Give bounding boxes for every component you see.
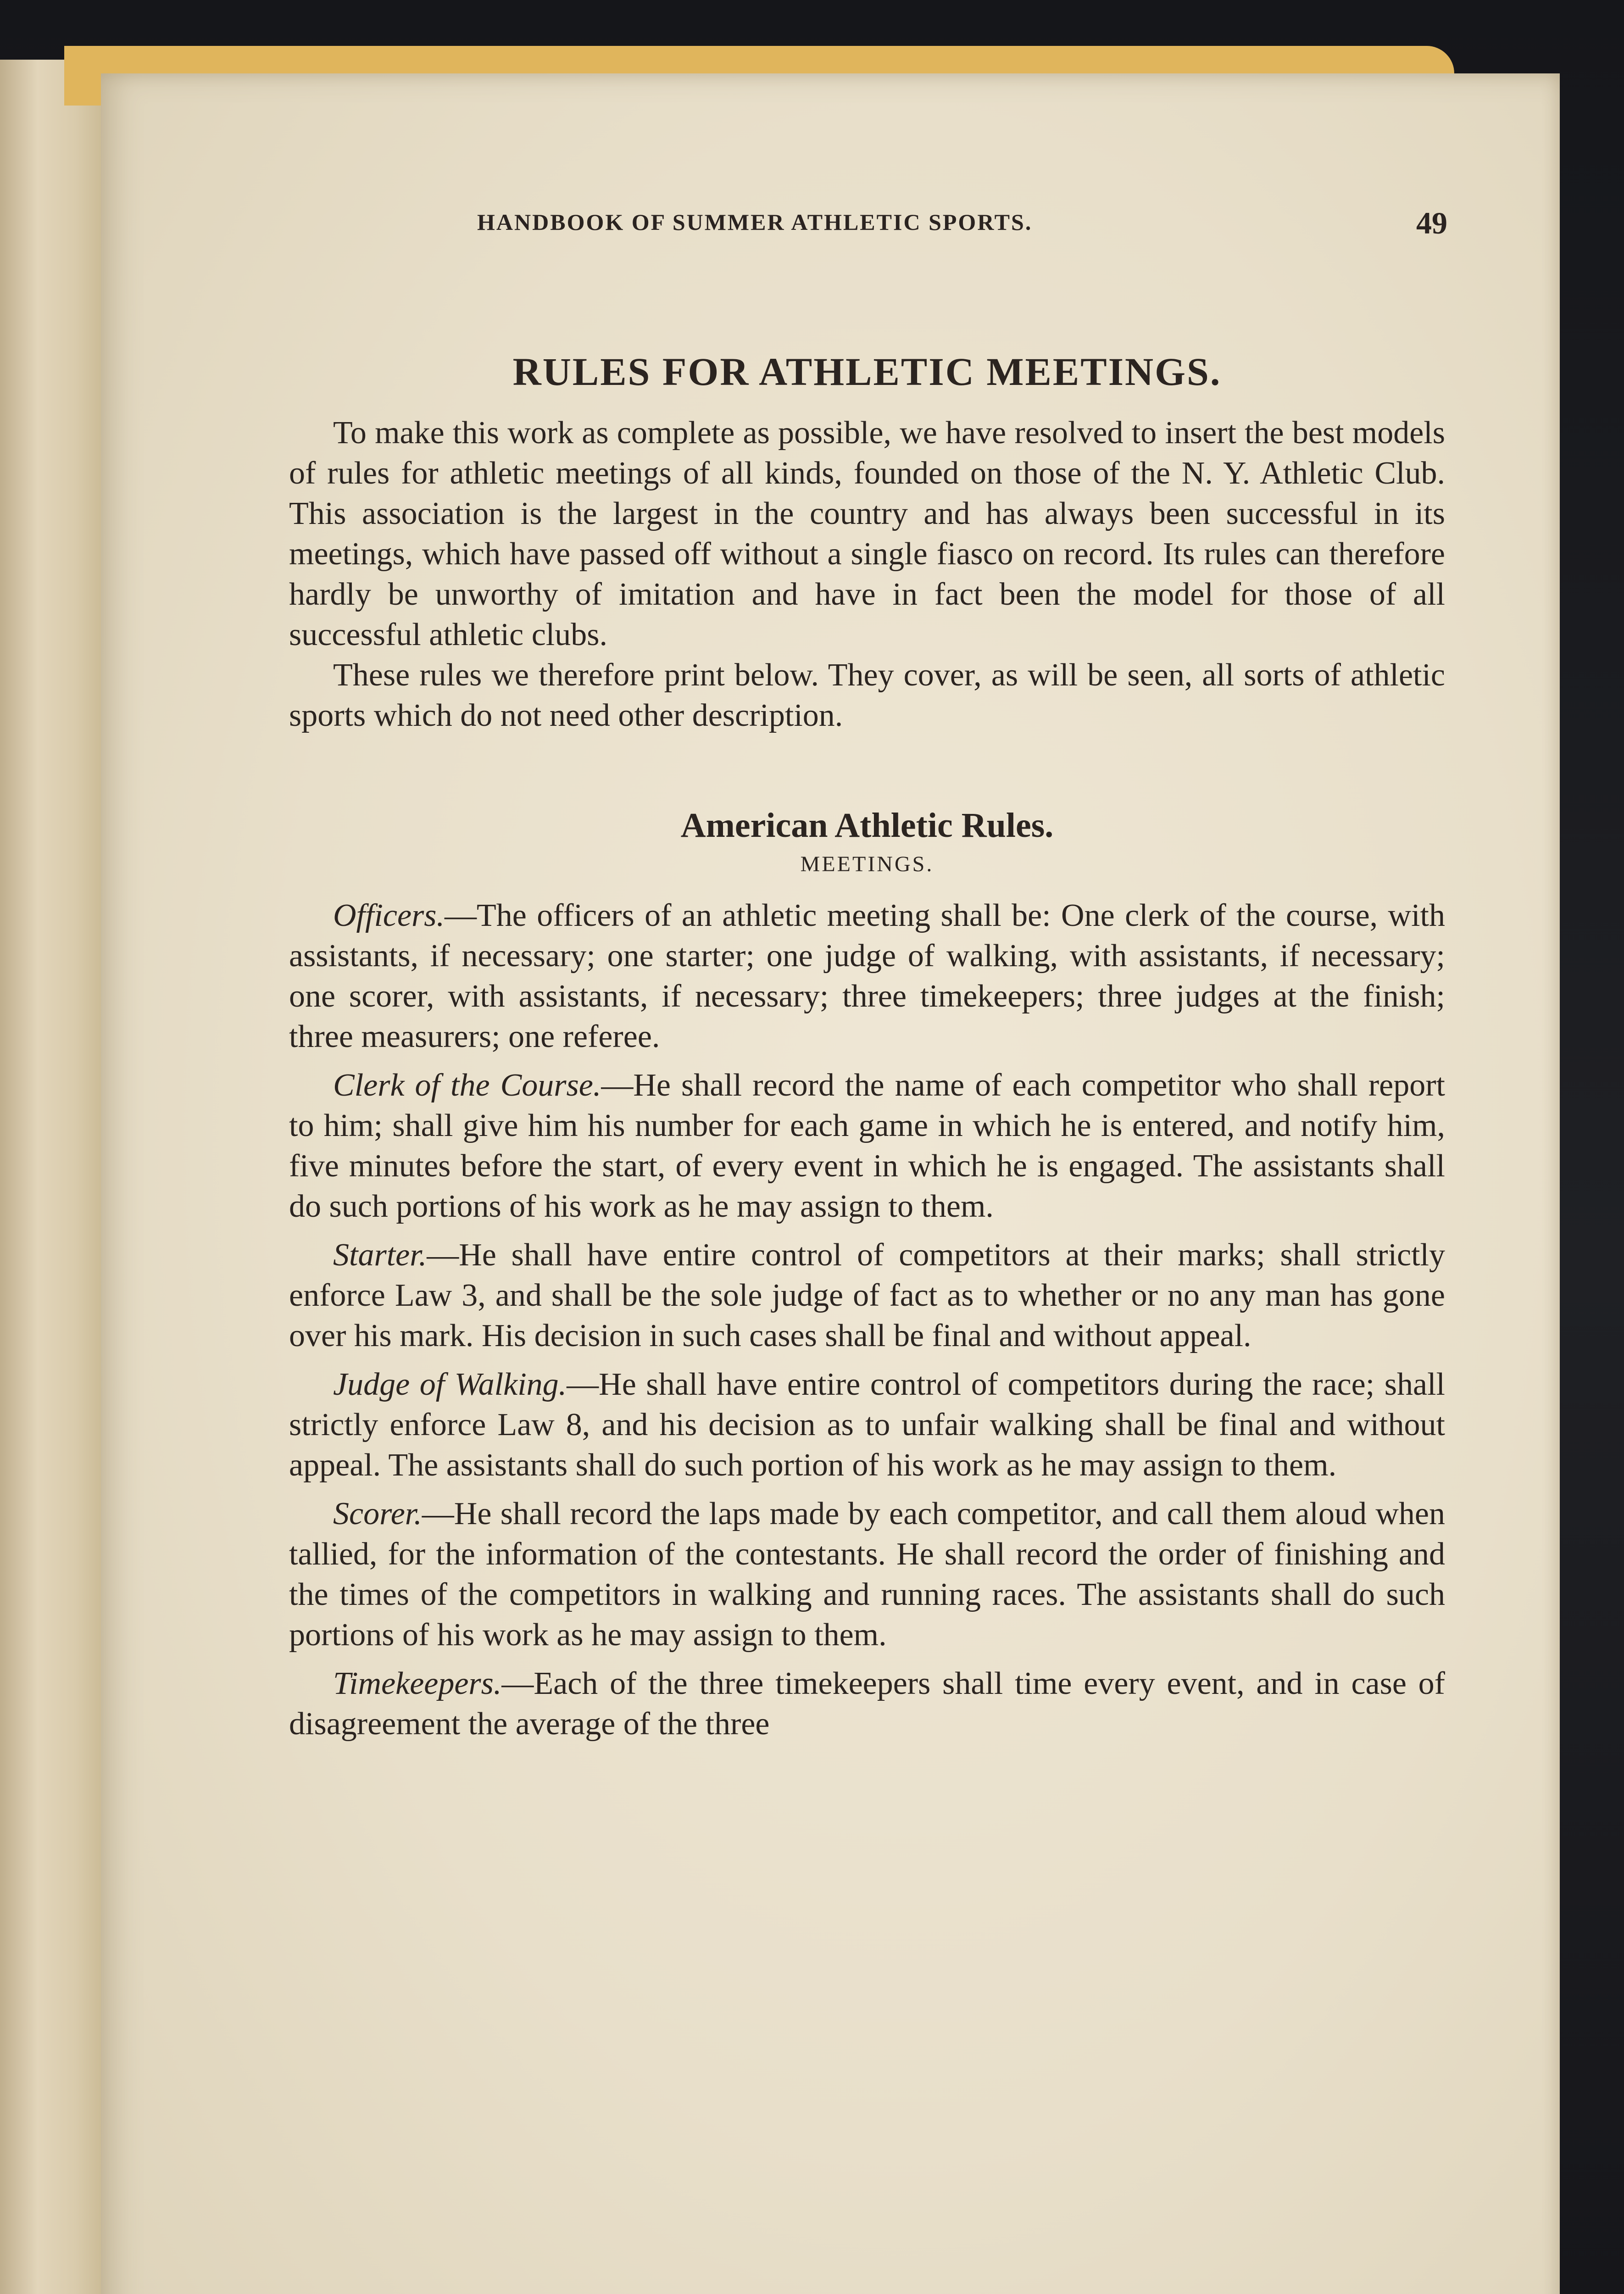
- intro-paragraph: To make this work as complete as possible, we have resolved to insert the best models of rules for athletic meetings of all kinds, founded on those of the N. Y. Athletic Club. This association is the largest in the country and has always been successful in its meetings, which have passed off without a single fiasco on record. Its rules can therefore hardly be unworthy of imitation and have in fact been the model for those of all successful athletic clubs.: [289, 415, 1445, 652]
- rule-term: Timekeepers.: [333, 1666, 502, 1701]
- rule-paragraph: [289, 1235, 1445, 1356]
- rule-paragraph: [289, 896, 1445, 1057]
- rule-text: —He shall record the name of each competitor who shall report to him; shall give him his number for each game in which he is entered, and notify him, five minutes before the start, of every event in which he is engaged. The assistants shall do such portions of his work as he may assign to them.: [289, 1068, 1445, 1224]
- running-title: HANDBOOK OF SUMMER ATHLETIC SPORTS.: [477, 209, 1033, 235]
- rule-term: Officers.: [333, 898, 445, 933]
- rule-text: —Each of the three timekeepers shall time every event, and in case of disagreement the average of the three: [289, 1666, 1445, 1742]
- rule-text: —He shall have entire control of competitors during the race; shall strictly enforce Law 8, and his decision as to unfair walking shall be final and without appeal. The assistants shall do such portion of his work as he may assign to them.: [289, 1367, 1445, 1483]
- rule-text: —The officers of an athletic meeting shall be: One clerk of the course, with assistants, if necessary; one starter; one judge of walking, with assistants, if necessary; one scorer, with assistants, if necessary; three timekeepers; three judges at the finish; three measurers; one referee.: [289, 898, 1445, 1054]
- rule-paragraph: [289, 1494, 1445, 1655]
- rule-term: Scorer.: [333, 1496, 422, 1531]
- rule-term: Clerk of the Course.: [333, 1068, 601, 1103]
- chapter-title: RULES FOR ATHLETIC MEETINGS.: [512, 350, 1222, 394]
- page-header: [477, 206, 1447, 241]
- rule-term: Starter.: [333, 1237, 427, 1273]
- rule-term: Judge of Walking.: [333, 1367, 567, 1402]
- rule-paragraph: [289, 1364, 1445, 1486]
- intro-paragraph: These rules we therefore print below. They cover, as will be seen, all sorts of athletic sports which do not need other description.: [289, 657, 1445, 733]
- rule-text: —He shall have entire control of competitors at their marks; shall strictly enforce Law 3, and shall be the sole judge of fact as to whether or no any man has gone over his mark. His decision in such cases shall be final and without appeal.: [289, 1237, 1445, 1353]
- rule-paragraph: [289, 1065, 1445, 1227]
- page-content: [289, 349, 1445, 1753]
- rule-text: —He shall record the laps made by each competitor, and call them aloud when tallied, for the information of the contestants. He shall record the order of finishing and the times of the competitors in walking and running races. The assistants shall do such portions of his work as he may assign to them.: [289, 1496, 1445, 1653]
- page-number: 49: [1416, 206, 1447, 240]
- section-gap: [289, 736, 1445, 805]
- rule-paragraph: [289, 1664, 1445, 1744]
- previous-page-edge: [0, 60, 111, 2294]
- section-title: American Athletic Rules.: [680, 806, 1054, 845]
- section-label: MEETINGS.: [800, 852, 934, 876]
